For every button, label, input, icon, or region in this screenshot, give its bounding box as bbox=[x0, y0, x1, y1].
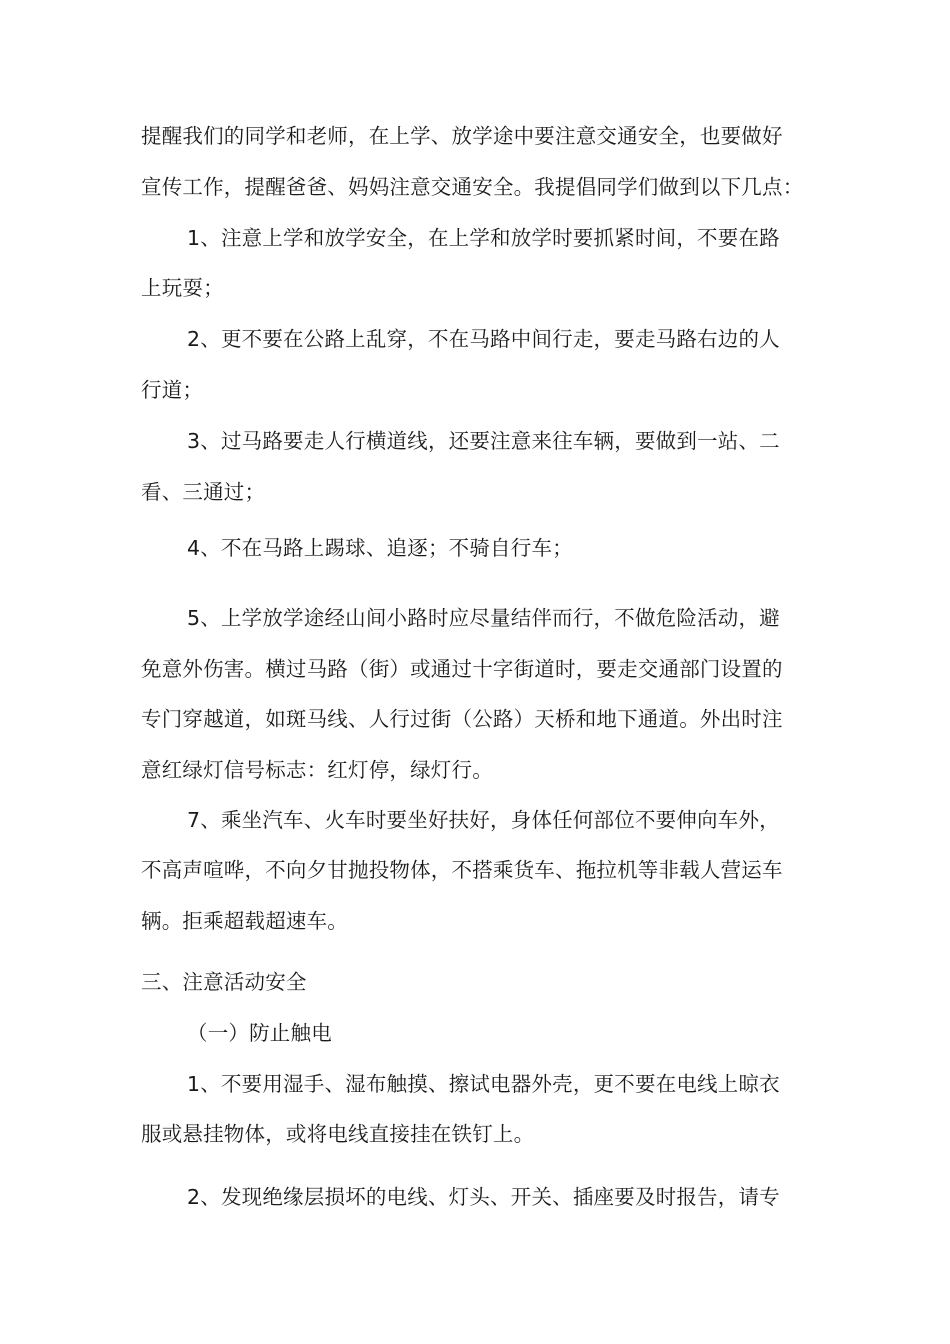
text-line: 1、注意上学和放学安全，在上学和放学时要抓紧时间，不要在路 bbox=[187, 226, 780, 250]
text-line: 不高声喧哗，不向夕甘抛投物体，不搭乘货车、拖拉机等非载人营运车 bbox=[141, 858, 783, 882]
subsection-heading: （一）防止触电 bbox=[187, 1021, 332, 1045]
text-line: 4、不在马路上踢球、追逐；不骑自行车； bbox=[187, 536, 573, 560]
text-line: 7、乘坐汽车、火车时要坐好扶好，身体任何部位不要伸向车外， bbox=[187, 808, 780, 832]
text-line: 免意外伤害。横过马路（街）或通过十字街道时，要走交通部门设置的 bbox=[141, 657, 783, 681]
text-line: 上玩耍； bbox=[141, 276, 224, 300]
text-line: 2、更不要在公路上乱穿，不在马路中间行走，要走马路右边的人 bbox=[187, 327, 780, 351]
section-heading: 三、注意活动安全 bbox=[141, 970, 307, 994]
text-line: 意红绿灯信号标志：红灯停，绿灯行。 bbox=[141, 758, 493, 782]
text-line: 1、不要用湿手、湿布触摸、擦试电器外壳，更不要在电线上晾衣 bbox=[187, 1072, 780, 1096]
text-line: 宣传工作，提醒爸爸、妈妈注意交通安全。我提倡同学们做到以下几点： bbox=[141, 175, 804, 199]
text-line: 看、三通过； bbox=[141, 480, 266, 504]
text-line: 2、发现绝缘层损坏的电线、灯头、开关、插座要及时报告，请专 bbox=[187, 1185, 780, 1209]
text-line: 服或悬挂物体，或将电线直接挂在铁钉上。 bbox=[141, 1122, 535, 1146]
text-line: 提醒我们的同学和老师，在上学、放学途中要注意交通安全，也要做好 bbox=[141, 124, 783, 148]
text-line: 5、上学放学途经山间小路时应尽量结伴而行，不做危险活动，避 bbox=[187, 606, 780, 630]
text-line: 专门穿越道，如斑马线、人行过街（公路）天桥和地下通道。外出时注 bbox=[141, 707, 783, 731]
text-line: 行道； bbox=[141, 378, 204, 402]
text-line: 3、过马路要走人行横道线，还要注意来往车辆，要做到一站、二 bbox=[187, 429, 780, 453]
text-line: 辆。拒乘超载超速车。 bbox=[141, 909, 348, 933]
